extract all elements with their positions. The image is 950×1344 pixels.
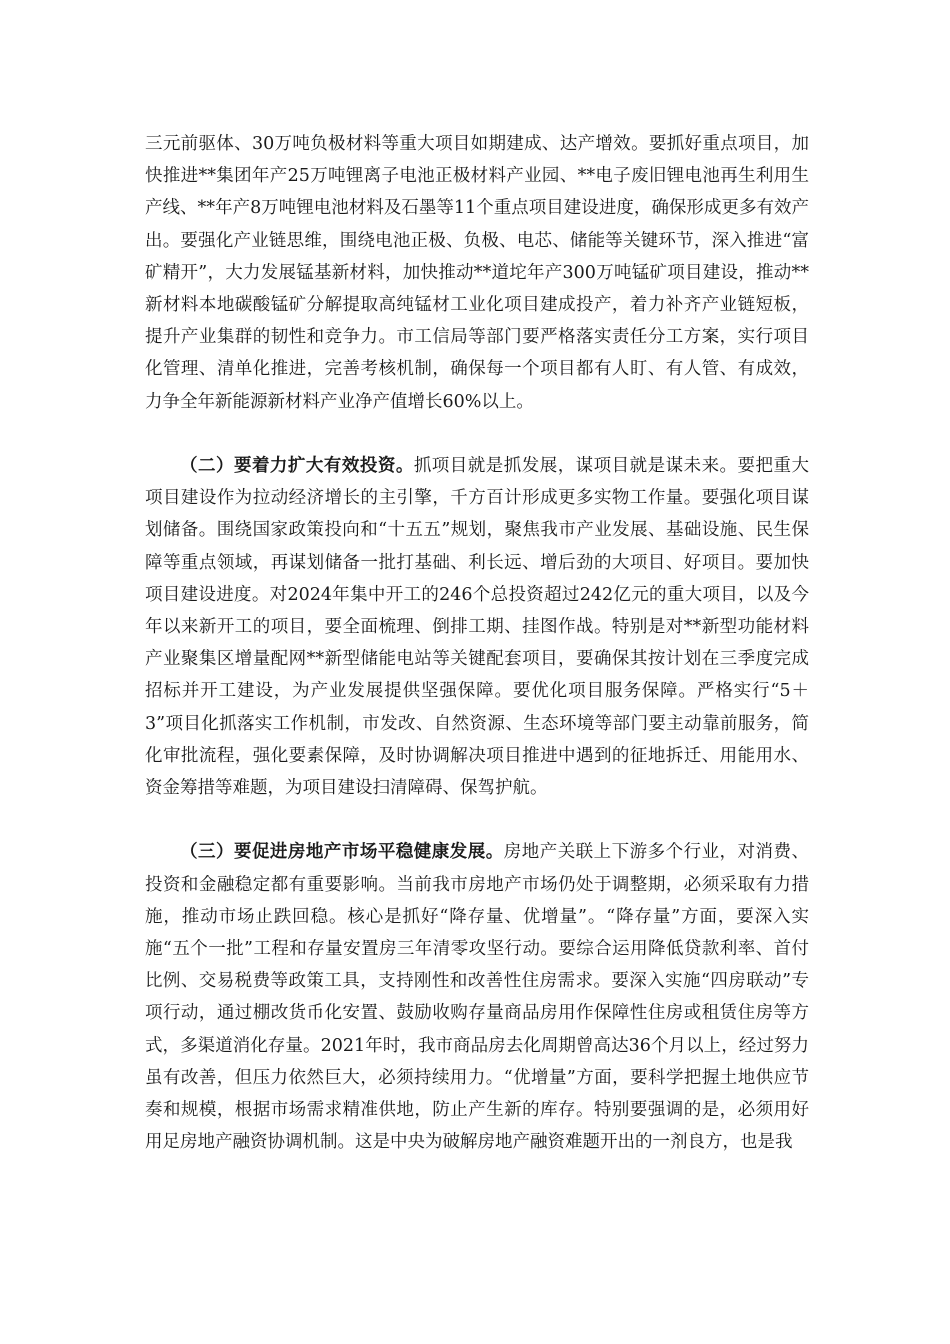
paragraph-expand-investment [145, 450, 809, 804]
paragraph-real-estate [145, 836, 809, 1158]
paragraph-text: 抓项目就是抓发展，谋项目就是谋未来。要把重大项目建设作为拉动经济增长的主引擎，千方百计形成更多实物工作量。要强化项目谋划储备。围绕国家政策投向和“十五五”规划，聚焦我市产业发展、基础设施、民生保障等重点领域，再谋划储备一批打基础、利长远、增后劲的大项目、好项目。要加快项目建设进度。对2024年集中开工的246个总投资超过242亿元的重大项目，以及今年以来新开工的项目，要全面梳理、倒排工期、挂图作战。特别是对**新型功能材料产业聚集区增量配网**新型储能电站等关键配套项目，要确保其按计划在三季度完成招标并开工建设，为产业发展提供坚强保障。要优化项目服务保障。严格实行“5＋3”项目化抓落实工作机制，市发改、自然资源、生态环境等部门要主动靠前服务，简化审批流程，强化要素保障，及时协调解决项目推进中遇到的征地拆迁、用能用水、资金筹措等难题，为项目建设扫清障碍、保驾护航。 [145, 456, 810, 799]
paragraph-text: 三元前驱体、30万吨负极材料等重大项目如期建成、达产增效。要抓好重点项目，加快推进**集团年产25万吨锂离子电池正极材料产业园、**电子废旧锂电池再生利用生产线、**年产8万吨锂电池材料及石墨等11个重点项目建设进度，确保形成更多有效产出。要强化产业链思维，围绕电池正极、负极、电芯、储能等关键环节，深入推进“富矿精开”，大力发展锰基新材料，加快推动**道坨年产300万吨锰矿项目建设，推动**新材料本地碳酸锰矿分解提取高纯锰材工业化项目建成投产，着力补齐产业链短板，提升产业集群的韧性和竞争力。市工信局等部门要严格落实责任分工方案，实行项目化管理、清单化推进，完善考核机制，确保每一个项目都有人盯、有人管、有成效，力争全年新能源新材料产业净产值增长60%以上。 [145, 134, 809, 412]
document-body [145, 128, 809, 1158]
section-heading: （三）要促进房地产市场平稳健康发展。 [180, 842, 504, 863]
paragraph-text: 房地产关联上下游多个行业，对消费、投资和金融稳定都有重要影响。当前我市房地产市场仍处于调整期，必须采取有力措施，推动市场止跌回稳。核心是抓好“降存量、优增量”。“降存量”方面，要深入实施“五个一批”工程和存量安置房三年清零攻坚行动。要综合运用降低贷款利率、首付比例、交易税费等政策工具，支持刚性和改善性住房需求。要深入实施“四房联动”专项行动，通过棚改货币化安置、鼓励收购存量商品房用作保障性住房或租赁住房等方式，多渠道消化存量。2021年时，我市商品房去化周期曾高达36个月以上，经过努力虽有改善，但压力依然巨大，必须持续用力。“优增量”方面，要科学把握土地供应节奏和规模，根据市场需求精准供地，防止产生新的库存。特别要强调的是，必须用好用足房地产融资协调机制。这是中央为破解房地产融资难题开出的一剂良方，也是我 [145, 842, 809, 1153]
paragraph-continued [145, 128, 809, 418]
section-heading: （二）要着力扩大有效投资。 [180, 456, 414, 477]
